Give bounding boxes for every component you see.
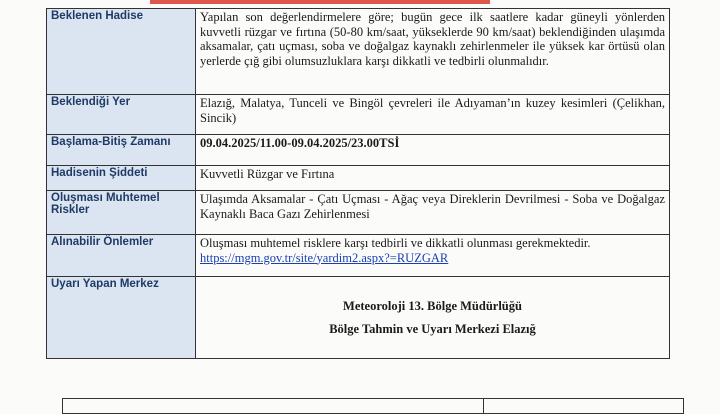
label-measures: Alınabilir Önlemler <box>47 235 196 277</box>
value-risks: Ulaşımda Aksamalar - Çatı Uçması - Ağaç veya Direklerin Devrilmesi - Soba ve Doğalgaz Kaynaklı Baca Gazı Zehirlenmesi <box>196 191 670 235</box>
center-line-2: Bölge Tahmin ve Uyarı Merkezi Elazığ <box>329 321 536 336</box>
measures-text: Oluşması muhtemel risklere karşı tedbirli ve dikkatli olunması gerekmektedir. <box>200 236 591 250</box>
label-severity: Hadisenin Şiddeti <box>47 166 196 191</box>
label-start-end-time: Başlama-Bitiş Zamanı <box>47 135 196 166</box>
value-warning-center <box>196 277 670 359</box>
next-table-edge <box>62 398 684 414</box>
label-risks: Oluşması Muhtemel Riskler <box>47 191 196 235</box>
label-expected-place: Beklendiği Yer <box>47 95 196 135</box>
label-warning-center: Uyarı Yapan Merkez <box>47 277 196 359</box>
row-warning-center <box>47 277 670 359</box>
next-table-divider <box>483 399 484 413</box>
value-expected-place: Elazığ, Malatya, Tunceli ve Bingöl çevreleri ile Adıyaman’ın kuzey kesimleri (Çelikhan, Sincik) <box>196 95 670 135</box>
row-start-end-time <box>47 135 670 166</box>
row-expected-event <box>47 9 670 95</box>
label-expected-event: Beklenen Hadise <box>47 9 196 95</box>
center-line-1: Meteoroloji 13. Bölge Müdürlüğü <box>343 299 522 313</box>
row-measures <box>47 235 670 277</box>
warning-table <box>46 8 670 359</box>
header-red-strip <box>150 0 490 4</box>
value-start-end-time: 09.04.2025/11.00-09.04.2025/23.00TSİ <box>196 135 670 166</box>
row-expected-place <box>47 95 670 135</box>
value-severity: Kuvvetli Rüzgar ve Fırtına <box>196 166 670 191</box>
measures-link[interactable]: https://mgm.gov.tr/site/yardim2.aspx?=RUZGAR <box>200 250 449 265</box>
row-risks <box>47 191 670 235</box>
value-measures <box>196 235 670 277</box>
row-severity <box>47 166 670 191</box>
value-expected-event: Yapılan son değerlendirmelere göre; bugün gece ilk saatlere kadar güneyli yönlerden kuvvetli rüzgar ve fırtına (50-80 km/saat, yükseklerde 90 km/saat) beklendiğinden ulaşımda aksamalar, çatı uçması, soba ve doğalgaz kaynaklı zehirlenmeler ile yüksek kar örtüsü olan yerlerde çığ gibi olumsuzluklara karşı dikkatli ve tedbirli olunmalıdır. <box>196 9 670 95</box>
